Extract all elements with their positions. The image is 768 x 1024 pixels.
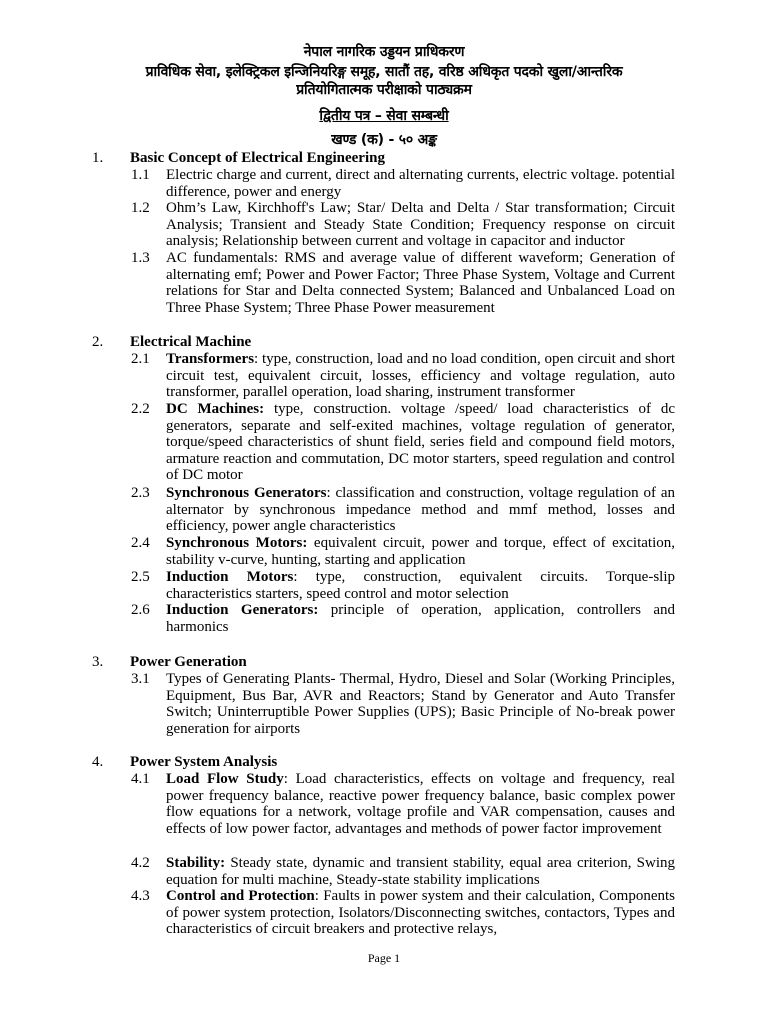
item-bold: Transformers [166,351,255,367]
item-text [166,888,675,938]
item-body: type, construction. voltage /speed/ load characteristics of dc generators, separate and self-exited machines, voltage regulation of generator, torque/speed characteristics of shunt field, series field and compound field motors, armature reaction and commutation, DC motor starters, speed regulation and control of DC motor [166,401,675,484]
section-number: 1. [92,150,104,166]
list-item [131,250,675,316]
item-body: : Load characteristics, effects on voltage and frequency, real power frequency balance, reactive power frequency balance, basic complex power flow equations for a network, voltage profile and VAR compensation, causes and effects of low power factor, advantages and methods of power factor improvement [166,771,675,837]
list-item [131,200,675,250]
item-text [166,855,675,888]
item-bold: Induction Generators: [166,602,319,618]
item-number: 2.6 [131,602,150,618]
item-number: 3.1 [131,671,150,687]
item-text [166,167,675,200]
item-body: AC fundamentals: RMS and average value of different waveform; Generation of alternating emf; Power and Power Factor; Three Phase System, Voltage and Current relations for Star and Delta connected System; Balanced and Unbalanced Load on Three Phase System; Three Phase Power measurement [166,250,675,316]
item-number: 2.4 [131,535,150,551]
item-body: : type, construction, equivalent circuits. Torque-slip characteristics starters, speed control and motor selection [166,569,675,602]
item-body: : classification and construction, voltage regulation of an alternator by synchronous impedance method and mmf method, losses and efficiency, power angle characteristics [166,485,675,535]
list-item [131,351,675,401]
item-number: 2.3 [131,485,150,501]
item-number: 4.2 [131,855,150,871]
item-text [166,200,675,250]
page-number: Page 1 [367,951,401,965]
section-title: खण्ड (क) - ५० अङ्क [331,132,437,148]
section-number: 2. [92,334,104,350]
item-text [166,535,675,568]
list-item [131,888,675,938]
list-item [131,671,675,737]
item-text [166,671,675,737]
item-body: principle of operation, application, controllers and harmonics [166,602,675,635]
list-item [131,167,675,200]
list-item [131,535,675,568]
syllabus-title: प्रतियोगितात्मक परीक्षाको पाठ्यक्रम [296,82,472,98]
item-bold: Stability: [166,855,226,871]
item-text [166,771,675,837]
item-number: 4.3 [131,888,150,904]
section-heading-title: Electrical Machine [130,334,252,350]
item-number: 2.5 [131,569,150,585]
item-number: 4.1 [131,771,150,787]
item-number: 1.3 [131,250,150,266]
item-body: Types of Generating Plants- Thermal, Hydro, Diesel and Solar (Working Principles, Equipment, Bus Bar, AVR and Reactors; Stand by Generator and Auto Transfer Switch; Uninterruptible Power Supplies (UPS); Basic Principle of No-break power generation for airports [166,671,675,737]
section-number: 4. [92,754,104,770]
paper-title: द्वितीय पत्र – सेवा सम्बन्धी [319,108,449,124]
item-body: Steady state, dynamic and transient stability, equal area criterion, Swing equation for multi machine, Steady-state stability implications [166,855,675,888]
item-bold: DC Machines: [166,401,265,417]
item-bold: Load Flow Study [166,771,284,787]
list-item [131,602,675,635]
item-text [166,602,675,635]
section-heading-title: Power System Analysis [130,754,278,770]
item-text [166,569,675,602]
item-text [166,401,675,484]
item-bold: Synchronous Motors: [166,535,308,551]
list-item [131,485,675,535]
item-body: : Faults in power system and their calculation, Components of power system protection, Isolators/Disconnecting switches, contactors, Types and characteristics of circuit breakers and protective relays, [166,888,675,938]
section-number: 3. [92,654,104,670]
service-title: प्राविधिक सेवा, इलेक्ट्रिकल इन्जिनियरिङ्ग समूह, सातौं तह, वरिष्ठ अधिकृत पदको खुला/आन्तरिक [145,64,623,80]
list-item [131,771,675,837]
item-body: equivalent circuit, power and torque, effect of excitation, stability v-curve, hunting, starting and application [166,535,675,568]
list-item [131,401,675,484]
item-number: 2.1 [131,351,150,367]
org-title: नेपाल नागरिक उड्डयन प्राधिकरण [303,44,465,60]
item-number: 1.1 [131,167,150,183]
item-text [166,351,675,401]
section-heading-title: Basic Concept of Electrical Engineering [130,150,385,166]
item-body: Electric charge and current, direct and alternating currents, electric voltage. potential difference, power and energy [166,167,675,200]
item-body: : type, construction, load and no load condition, open circuit and short circuit test, equivalent circuit, losses, efficiency and voltage regulation, auto transformer, parallel operation, load sharing, instrument transformer [166,351,675,401]
item-number: 1.2 [131,200,150,216]
item-text [166,250,675,316]
item-number: 2.2 [131,401,150,417]
item-bold: Control and Protection [166,888,315,904]
item-bold: Synchronous Generators [166,485,327,501]
list-item [131,569,675,602]
item-bold: Induction Motors [166,569,294,585]
item-body: Ohm’s Law, Kirchhoff's Law; Star/ Delta and Delta / Star transformation; Circuit Analysis; Transient and Steady State Condition; Frequency response on circuit analysis; Relationship between current and voltage in capacitor and inductor [166,200,675,250]
list-item [131,855,675,888]
section-heading-title: Power Generation [130,654,247,670]
item-text [166,485,675,535]
